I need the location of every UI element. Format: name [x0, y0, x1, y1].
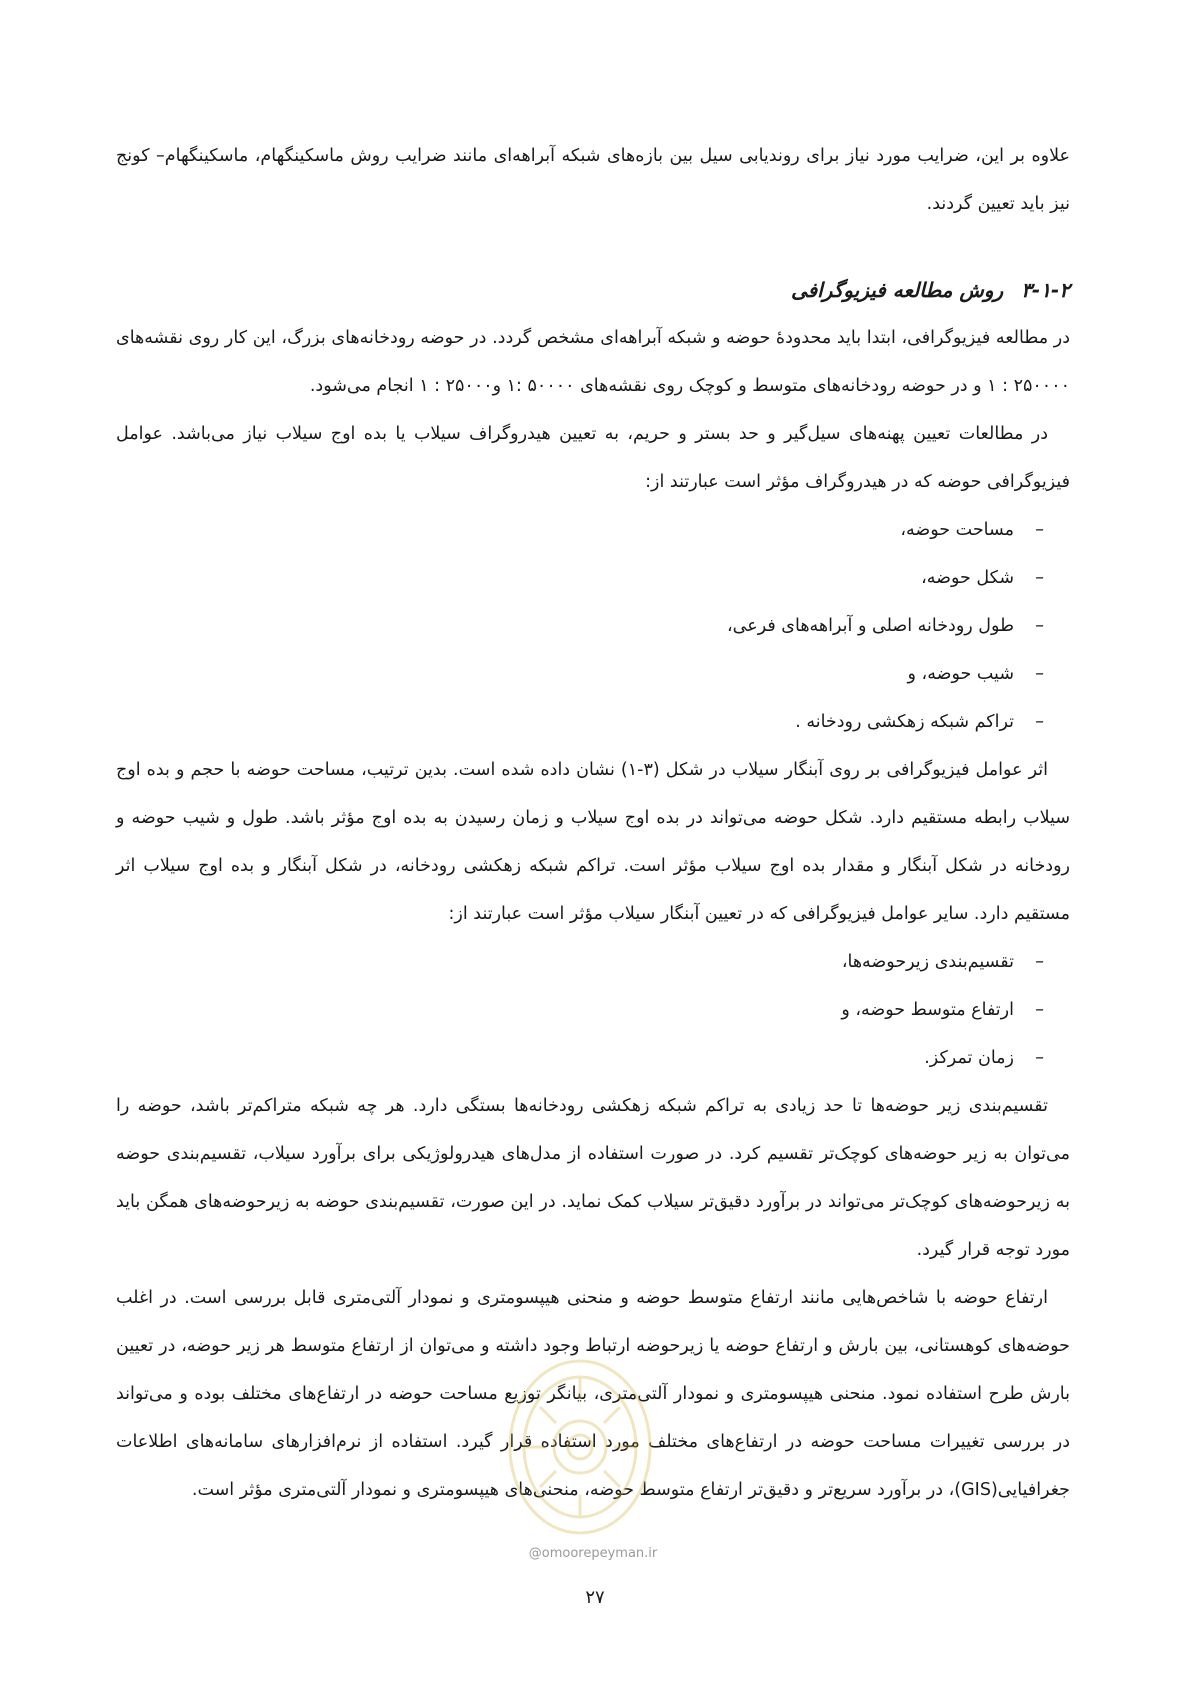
list-item: [116, 1034, 1044, 1082]
list-item: [116, 506, 1044, 554]
document-body: [116, 132, 1070, 1514]
list-item: [116, 938, 1044, 986]
section-heading: [116, 266, 1070, 314]
list-item-text: تراکم شبکه زهکشی رودخانه .: [795, 712, 1014, 732]
list-item: [116, 650, 1044, 698]
dash-marker: –: [1035, 520, 1044, 540]
other-factor-list: [116, 938, 1070, 1082]
factor-list: [116, 506, 1070, 746]
paragraph-4: تقسیم‌بندی زیر حوضه‌ها تا حد زیادی به تراکم شبکه زهکشی رودخانه‌ها بستگی دارد. هر چه شبکه متراکم‌تر باشد، حوضه را می‌توان به زیر حوضه‌های کوچک‌تر تقسیم کرد. در صورت استفاده از مدل‌های هیدرولوژیکی برای برآورد سیلاب، تقسیم‌بندی حوضه به زیرحوضه‌های کوچک‌تر می‌تواند در برآورد دقیق‌تر سیلاب کمک نماید. در این صورت، تقسیم‌بندی حوضه به زیرحوضه‌های همگن باید مورد توجه قرار گیرد.: [116, 1096, 1070, 1260]
list-item-text: طول رودخانه اصلی و آبراهه‌های فرعی،: [727, 616, 1014, 636]
page-number: ۲۷: [585, 1587, 605, 1608]
section-title: روش مطالعه فیزیوگرافی: [790, 278, 1004, 302]
list-item-text: تقسیم‌بندی زیرحوضه‌ها،: [841, 952, 1014, 972]
list-item: [116, 554, 1044, 602]
dash-marker: –: [1035, 712, 1044, 732]
list-item-text: شکل حوضه،: [921, 568, 1014, 588]
paragraph-1: در مطالعه فیزیوگرافی، ابتدا باید محدودهٔ حوضه و شبکه آبراهه‌ای مشخص گردد. در حوضه رودخانه‌های بزرگ، این کار روی نقشه‌های ۲۵۰۰۰۰ : ۱ و در حوضه رودخانه‌های متوسط و کوچک روی نقشه‌های ۵۰۰۰۰ :۱ و۲۵۰۰۰ : ۱ انجام می‌شود.: [116, 328, 1070, 396]
paragraph-5: ارتفاع حوضه با شاخص‌هایی مانند ارتفاع متوسط حوضه و منحنی هیپسومتری و نمودار آلتی‌متری قابل بررسی است. در اغلب حوضه‌های کوهستانی، بین بارش و ارتفاع حوضه یا زیرحوضه ارتباط وجود داشته و می‌توان از ارتفاع متوسط هر زیر حوضه، در تعیین بارش طرح استفاده نمود. منحنی هیپسومتری و نمودار آلتی‌متری، بیانگر توزیع مساحت حوضه در ارتفاع‌های مختلف بوده و می‌تواند در بررسی تغییرات مساحت حوضه در ارتفاع‌های مختلف مورد استفاده قرار گیرد. استفاده از نرم‌افزارهای سامانه‌های اطلاعات جغرافیایی(GIS)، در برآورد سریع‌تر و دقیق‌تر ارتفاع متوسط حوضه، منحنی‌های هیپسومتری و نمودار آلتی‌متری مؤثر است.: [116, 1288, 1070, 1500]
list-item-text: شیب حوضه، و: [907, 664, 1014, 684]
paragraph-3: اثر عوامل فیزیوگرافی بر روی آبنگار سیلاب در شکل (۳-۱) نشان داده شده است. بدین ترتیب، مساحت حوضه با حجم و بده اوج سیلاب رابطه مستقیم دارد. شکل حوضه می‌تواند در بده اوج سیلاب و زمان رسیدن به بده اوج مؤثر باشد. طول و شیب حوضه و رودخانه در شکل آبنگار و مقدار بده اوج سیلاب مؤثر است. تراکم شبکه زهکشی رودخانه، در شکل آبنگار و بده اوج سیلاب اثر مستقیم دارد. سایر عوامل فیزیوگرافی که در تعیین آبنگار سیلاب مؤثر است عبارتند از:: [116, 760, 1070, 924]
dash-marker: –: [1035, 616, 1044, 636]
list-item-text: زمان تمرکز.: [924, 1048, 1014, 1068]
section-number: ۳-۱-۲: [1021, 278, 1070, 302]
list-item-text: مساحت حوضه،: [900, 520, 1014, 540]
paragraph-2: در مطالعات تعیین پهنه‌های سیل‌گیر و حد بستر و حریم، به تعیین هیدروگراف سیلاب یا بده اوج سیلاب نیاز می‌باشد. عوامل فیزیوگرافی حوضه که در هیدروگراف مؤثر است عبارتند از:: [116, 424, 1070, 492]
dash-marker: –: [1035, 568, 1044, 588]
intro-paragraph: علاوه بر این، ضرایب مورد نیاز برای روندیابی سیل بین بازه‌های شبکه آبراهه‌ای مانند ضرایب روش ماسکینگهام، ماسکینگهام– کونج نیز باید تعیین گردند.: [116, 146, 1070, 214]
dash-marker: –: [1035, 952, 1044, 972]
list-item: [116, 698, 1044, 746]
watermark-site-label: @omoorepeyman.ir: [528, 1546, 658, 1561]
list-item-text: ارتفاع متوسط حوضه، و: [841, 1000, 1014, 1020]
list-item: [116, 986, 1044, 1034]
list-item: [116, 602, 1044, 650]
dash-marker: –: [1035, 1000, 1044, 1020]
dash-marker: –: [1035, 664, 1044, 684]
dash-marker: –: [1035, 1048, 1044, 1068]
